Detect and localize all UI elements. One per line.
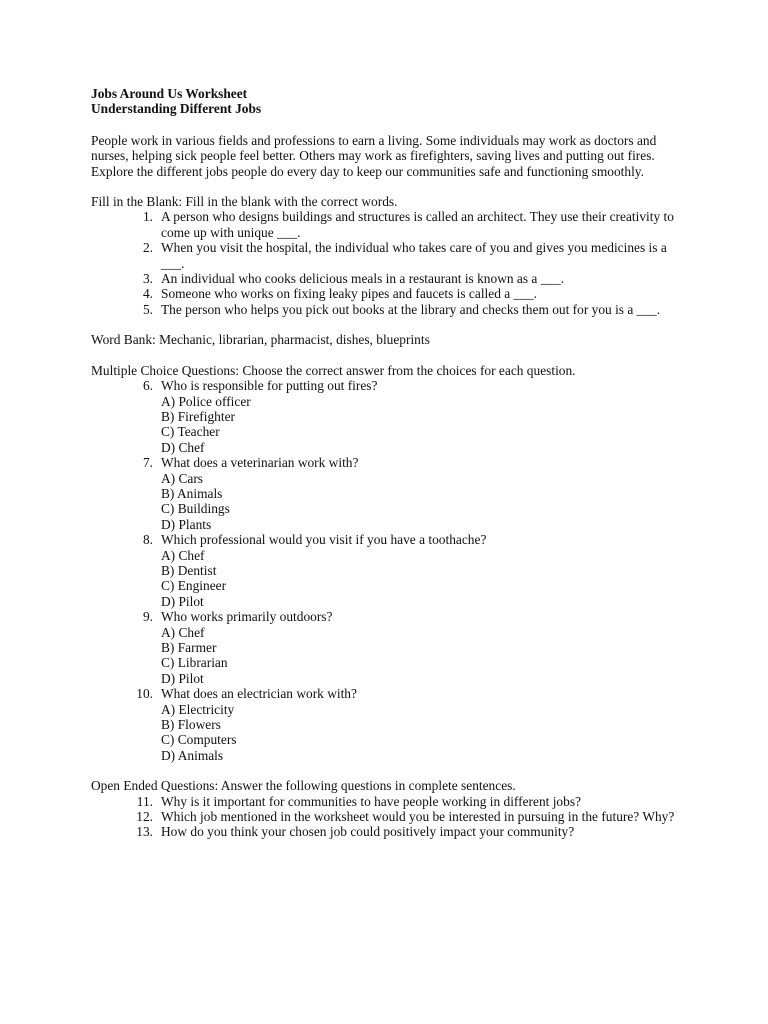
answer-choice: A) Chef <box>161 624 205 640</box>
list-item <box>91 240 691 271</box>
list-item <box>91 532 691 609</box>
answer-choice: A) Cars <box>161 470 204 486</box>
answer-choice: B) Firefighter <box>161 408 236 424</box>
answer-choice: B) Dentist <box>161 562 217 578</box>
open-ended-list <box>91 794 691 840</box>
item-number: 8. <box>142 532 153 548</box>
item-number: 3. <box>142 271 153 287</box>
item-number: 9. <box>142 609 153 625</box>
item-number: 2. <box>142 240 153 256</box>
worksheet-title: Jobs Around Us Worksheet <box>91 86 248 101</box>
item-text: Why is it important for communities to have people working in different jobs? <box>161 793 581 809</box>
item-number: 6. <box>142 378 153 394</box>
answer-choice: B) Animals <box>161 485 223 501</box>
word-bank: Word Bank: Mechanic, librarian, pharmacist, dishes, blueprints <box>91 332 430 348</box>
item-text: Someone who works on fixing leaky pipes and faucets is called a ___. <box>161 286 537 302</box>
answer-choice: D) Plants <box>161 516 212 532</box>
multiple-choice-instruction: Multiple Choice Questions: Choose the correct answer from the choices for each question. <box>91 362 576 378</box>
item-text: How do you think your chosen job could positively impact your community? <box>161 824 575 840</box>
answer-choice: D) Pilot <box>161 593 204 609</box>
list-item <box>91 609 691 686</box>
answer-choice: C) Buildings <box>161 501 230 517</box>
list-item <box>91 286 691 301</box>
answer-choice: D) Chef <box>161 439 205 455</box>
answer-choice: A) Police officer <box>161 393 251 409</box>
question-text: What does an electrician work with? <box>161 686 357 702</box>
answer-choice: A) Chef <box>161 547 205 563</box>
item-number: 12. <box>136 809 153 825</box>
question-text: Who works primarily outdoors? <box>161 609 333 625</box>
answer-choice: C) Computers <box>161 732 237 748</box>
answer-choice: B) Farmer <box>161 640 217 655</box>
answer-choice: D) Pilot <box>161 670 204 686</box>
answer-choice: B) Flowers <box>161 717 221 733</box>
list-item <box>91 378 691 455</box>
item-number: 7. <box>142 455 153 471</box>
list-item <box>91 809 691 824</box>
item-text: An individual who cooks delicious meals in a restaurant is known as a ___. <box>161 271 565 287</box>
answer-choice: C) Teacher <box>161 424 220 440</box>
question-text: What does a veterinarian work with? <box>161 455 359 471</box>
open-ended-instruction: Open Ended Questions: Answer the following questions in complete sentences. <box>91 778 516 794</box>
item-number: 13. <box>136 824 153 840</box>
question-text: Which professional would you visit if you have a toothache? <box>161 532 487 548</box>
item-number: 10. <box>136 686 153 702</box>
item-text: A person who designs buildings and structures is called an architect. They use their creativity to come up with unique ___. <box>161 209 674 240</box>
item-number: 11. <box>136 793 153 809</box>
item-text: The person who helps you pick out books at the library and checks them out for you is a ___. <box>161 301 661 317</box>
answer-choice: C) Librarian <box>161 655 228 671</box>
question-text: Who is responsible for putting out fires? <box>161 378 378 394</box>
item-number: 5. <box>142 301 153 317</box>
item-text: When you visit the hospital, the individual who takes care of you and gives you medicines is a ___. <box>161 240 667 271</box>
list-item <box>91 271 691 286</box>
list-item <box>91 302 691 317</box>
item-number: 1. <box>142 209 153 225</box>
worksheet-subtitle: Understanding Different Jobs <box>91 101 262 117</box>
worksheet-content <box>91 86 691 840</box>
list-item <box>91 824 691 839</box>
list-item <box>91 794 691 809</box>
item-text: Which job mentioned in the worksheet would you be interested in pursuing in the future? Why? <box>161 809 675 825</box>
intro-paragraph: People work in various fields and professions to earn a living. Some individuals may work as doctors and nurses, helping sick people feel better. Others may work as firefighters, saving lives and putting out fires. Explore the different jobs people do every day to keep our communities safe and functioning smoothly. <box>91 132 657 179</box>
list-item <box>91 455 691 532</box>
answer-choice: D) Animals <box>161 747 224 763</box>
list-item <box>91 686 691 763</box>
fill-blank-instruction: Fill in the Blank: Fill in the blank with the correct words. <box>91 194 398 210</box>
item-number: 4. <box>142 286 153 302</box>
list-item <box>91 209 691 240</box>
fill-blank-list <box>91 209 691 317</box>
answer-choice: A) Electricity <box>161 701 235 717</box>
answer-choice: C) Engineer <box>161 578 227 594</box>
multiple-choice-list <box>91 378 691 763</box>
